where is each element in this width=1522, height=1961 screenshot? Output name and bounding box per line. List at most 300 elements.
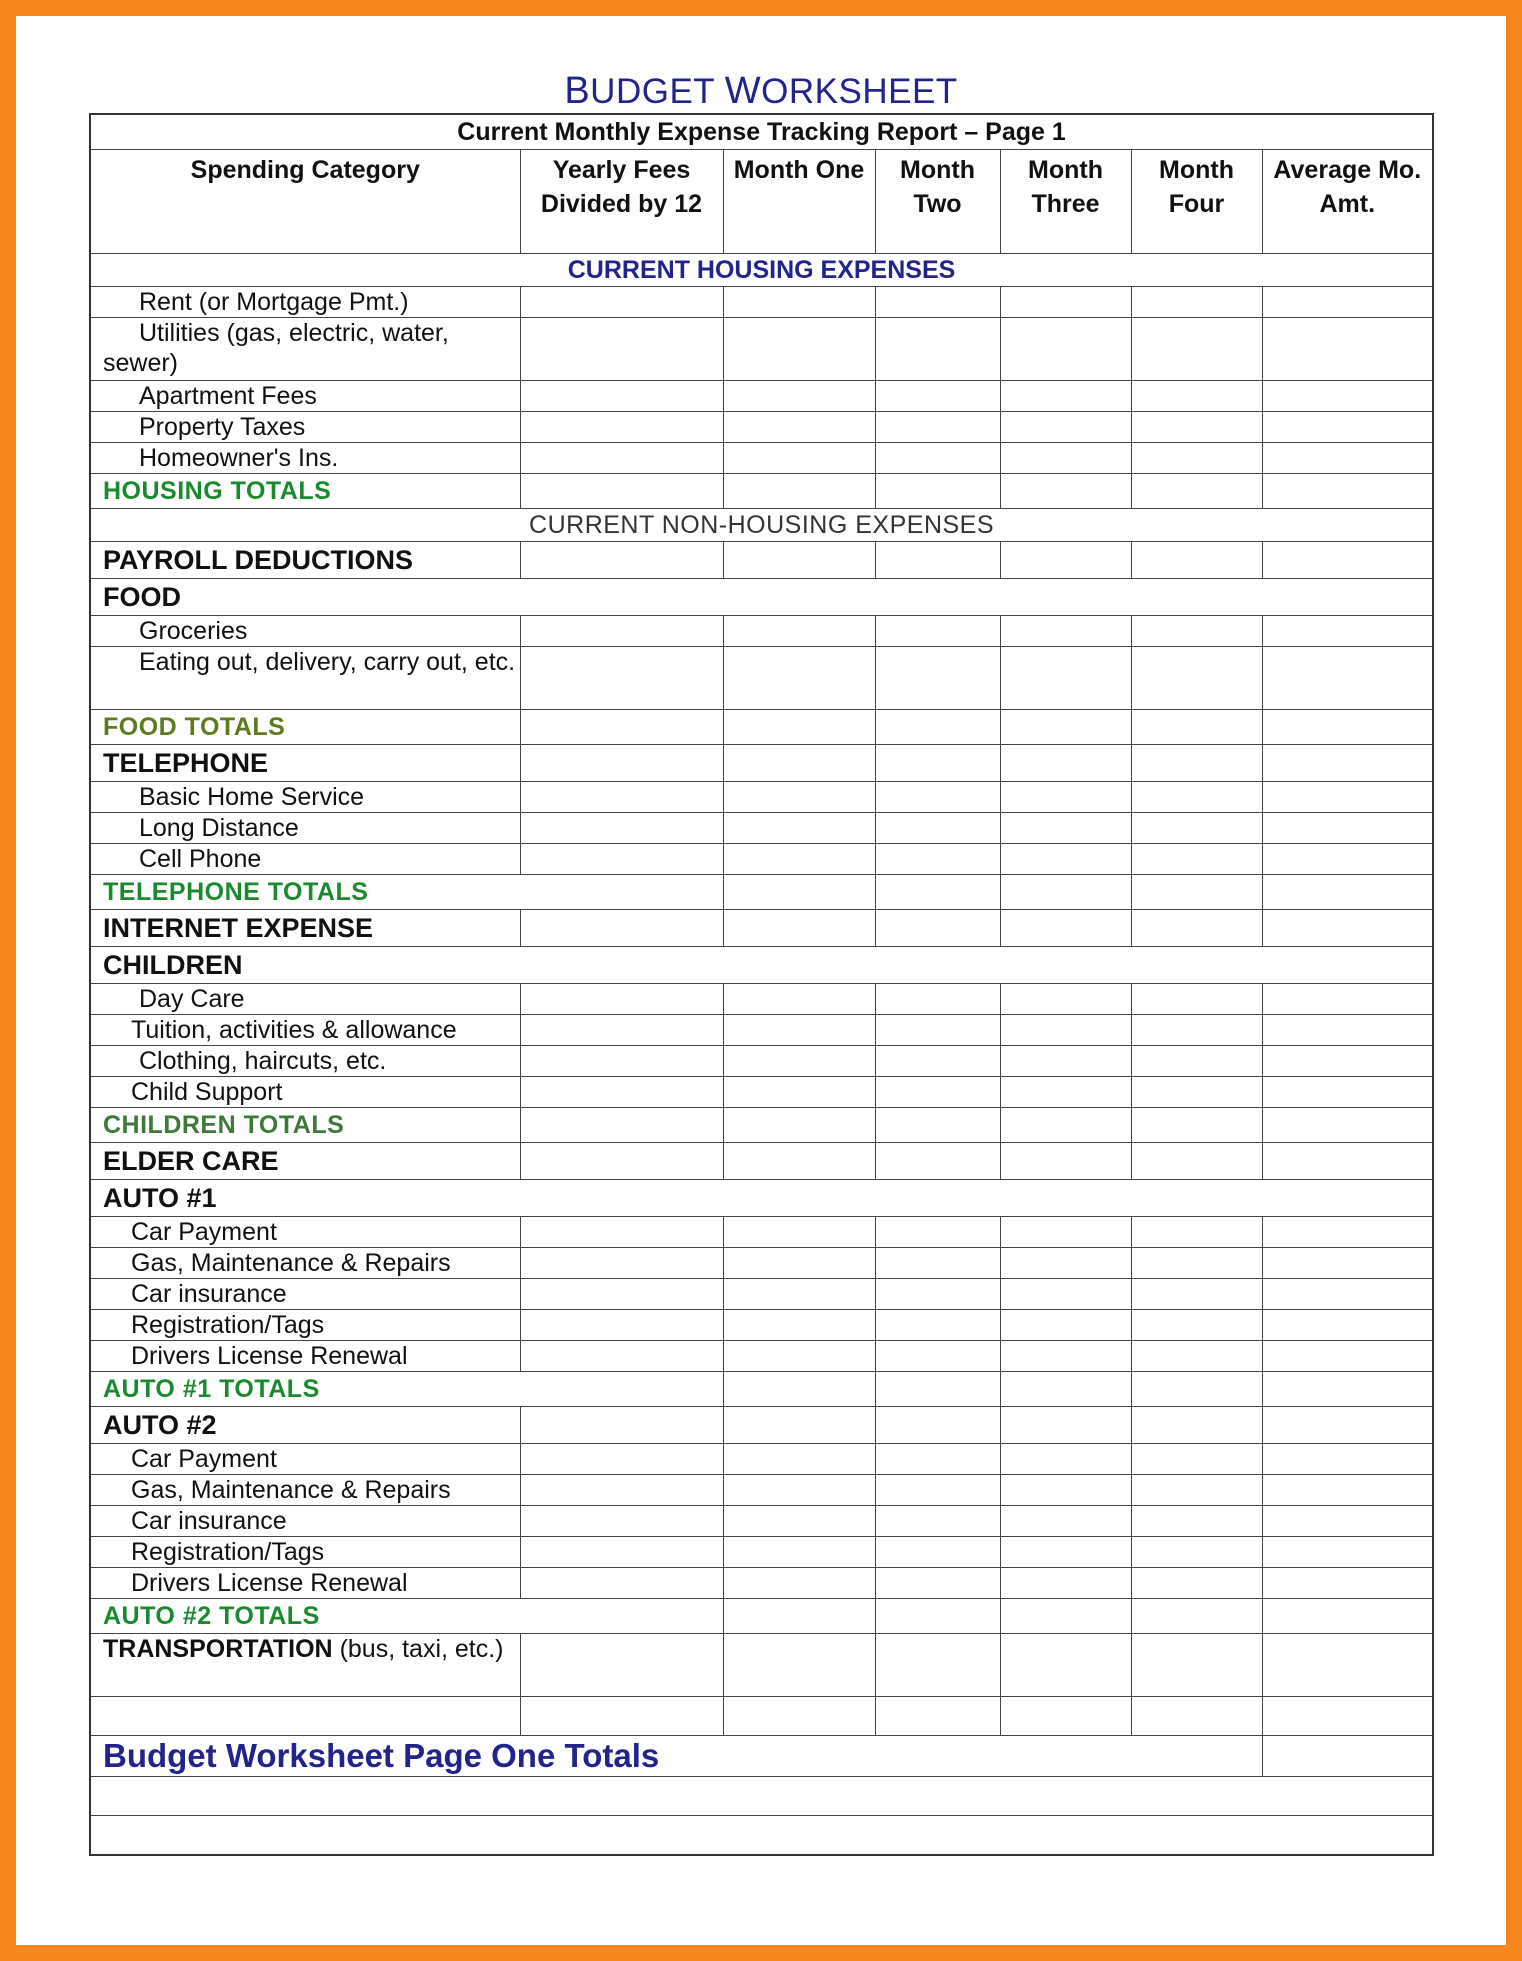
cell-m1[interactable] xyxy=(723,984,875,1015)
table-row xyxy=(90,1143,1433,1180)
cell-yearly[interactable] xyxy=(520,1444,723,1475)
category-label: ELDER CARE xyxy=(90,1143,520,1180)
cell-m4[interactable] xyxy=(1131,474,1262,509)
cell-m2[interactable] xyxy=(875,745,1000,782)
cell-m3[interactable] xyxy=(1000,1015,1131,1046)
section-housing: CURRENT HOUSING EXPENSES xyxy=(90,254,1433,287)
cell-m2[interactable] xyxy=(875,1372,1000,1407)
cell-m4[interactable] xyxy=(1131,616,1262,647)
category-label: FOOD xyxy=(90,579,1433,616)
cell-m2[interactable] xyxy=(875,1634,1000,1697)
cell-m4[interactable] xyxy=(1131,1143,1262,1180)
cell-yearly[interactable] xyxy=(520,910,723,947)
cell-m4[interactable] xyxy=(1131,1634,1262,1697)
cell-m4[interactable] xyxy=(1131,1310,1262,1341)
cell-m1[interactable] xyxy=(723,1372,875,1407)
cell-avg[interactable] xyxy=(1262,844,1433,875)
cell-avg[interactable] xyxy=(1262,1143,1433,1180)
table-row xyxy=(90,1077,1433,1108)
cell-yearly[interactable] xyxy=(520,984,723,1015)
cell-m2[interactable] xyxy=(875,1341,1000,1372)
row-label: Apartment Fees xyxy=(90,381,520,412)
table-row xyxy=(90,1407,1433,1444)
cell-m1[interactable] xyxy=(723,542,875,579)
cell-m4[interactable] xyxy=(1131,1248,1262,1279)
row-label: Eating out, delivery, carry out, etc. xyxy=(90,647,520,710)
cell-avg[interactable] xyxy=(1262,813,1433,844)
cell-m4[interactable] xyxy=(1131,412,1262,443)
cell-m2[interactable] xyxy=(875,984,1000,1015)
cell-avg[interactable] xyxy=(1262,616,1433,647)
cell-yearly[interactable] xyxy=(520,1279,723,1310)
cell-avg[interactable] xyxy=(1262,1599,1433,1634)
cell-m4[interactable] xyxy=(1131,1599,1262,1634)
cell-m3[interactable] xyxy=(1000,1444,1131,1475)
cell-m4[interactable] xyxy=(1131,1108,1262,1143)
cell-avg[interactable] xyxy=(1262,1407,1433,1444)
cell-m3[interactable] xyxy=(1000,1407,1131,1444)
cell-m4[interactable] xyxy=(1131,443,1262,474)
cell-m4[interactable] xyxy=(1131,542,1262,579)
title-initial: B xyxy=(564,70,591,112)
header-yearly: Yearly Fees Divided by 12 xyxy=(520,150,723,254)
transportation-note: (bus, taxi, etc.) xyxy=(332,1635,504,1663)
cell-m3[interactable] xyxy=(1000,1506,1131,1537)
cell-m2[interactable] xyxy=(875,1310,1000,1341)
table-row xyxy=(90,412,1433,443)
cell-m3[interactable] xyxy=(1000,875,1131,910)
cell-yearly[interactable] xyxy=(520,782,723,813)
cell-m2[interactable] xyxy=(875,1568,1000,1599)
cell-m1[interactable] xyxy=(723,287,875,318)
cell-avg[interactable] xyxy=(1262,1077,1433,1108)
row-label: Property Taxes xyxy=(90,412,520,443)
cell-m4[interactable] xyxy=(1131,1046,1262,1077)
cell-m1[interactable] xyxy=(723,1341,875,1372)
cell-m3[interactable] xyxy=(1000,1310,1131,1341)
cell-yearly[interactable] xyxy=(520,1475,723,1506)
cell-yearly[interactable] xyxy=(520,474,723,509)
cell-avg[interactable] xyxy=(1262,318,1433,381)
blank-cell[interactable] xyxy=(90,1816,1433,1856)
cell-m4[interactable] xyxy=(1131,1372,1262,1407)
table-row xyxy=(90,984,1433,1015)
cell-yearly[interactable] xyxy=(520,616,723,647)
table-row xyxy=(90,1475,1433,1506)
cell-m3[interactable] xyxy=(1000,381,1131,412)
cell-m4[interactable] xyxy=(1131,1077,1262,1108)
cell-avg[interactable] xyxy=(1262,1372,1433,1407)
cell-m4[interactable] xyxy=(1131,647,1262,710)
cell-m4[interactable] xyxy=(1131,287,1262,318)
grand-total-label: Budget Worksheet Page One Totals xyxy=(90,1736,1262,1777)
category-row xyxy=(90,947,1433,984)
cell-m2[interactable] xyxy=(875,474,1000,509)
cell-avg[interactable] xyxy=(1262,412,1433,443)
cell-m4[interactable] xyxy=(1131,1697,1262,1736)
cell-yearly[interactable] xyxy=(520,1077,723,1108)
row-label: Child Support xyxy=(90,1077,520,1108)
cell-yearly[interactable] xyxy=(520,318,723,381)
category-row xyxy=(90,579,1433,616)
cell-m2[interactable] xyxy=(875,1217,1000,1248)
cell-yearly[interactable] xyxy=(520,647,723,710)
cell-m2[interactable] xyxy=(875,1537,1000,1568)
totals-row xyxy=(90,1372,1433,1407)
cell-avg[interactable] xyxy=(1262,1444,1433,1475)
cell-avg[interactable] xyxy=(1262,542,1433,579)
cell-yearly[interactable] xyxy=(520,443,723,474)
cell-m2[interactable] xyxy=(875,381,1000,412)
cell-m1[interactable] xyxy=(723,782,875,813)
table-row xyxy=(90,287,1433,318)
cell-m3[interactable] xyxy=(1000,443,1131,474)
cell-avg[interactable] xyxy=(1262,984,1433,1015)
header-category: Spending Category xyxy=(90,150,520,254)
cell-m4[interactable] xyxy=(1131,1015,1262,1046)
totals-row xyxy=(90,1599,1433,1634)
table-row xyxy=(90,542,1433,579)
cell-m1[interactable] xyxy=(723,1310,875,1341)
table-row xyxy=(90,1537,1433,1568)
cell-m1[interactable] xyxy=(723,1407,875,1444)
cell-m3[interactable] xyxy=(1000,1475,1131,1506)
cell-yearly[interactable] xyxy=(520,1108,723,1143)
cell-m2[interactable] xyxy=(875,318,1000,381)
header-row xyxy=(90,150,1433,254)
cell-m2[interactable] xyxy=(875,443,1000,474)
cell-m1[interactable] xyxy=(723,1506,875,1537)
category-label: AUTO #1 xyxy=(90,1180,1433,1217)
table-row xyxy=(90,1046,1433,1077)
cell-avg[interactable] xyxy=(1262,474,1433,509)
cell-m1[interactable] xyxy=(723,745,875,782)
cell-m3[interactable] xyxy=(1000,1248,1131,1279)
cell-yearly[interactable] xyxy=(520,1143,723,1180)
cell-avg[interactable] xyxy=(1262,1108,1433,1143)
cell-m1[interactable] xyxy=(723,616,875,647)
row-label: Basic Home Service xyxy=(90,782,520,813)
cell-m1[interactable] xyxy=(723,381,875,412)
category-label: INTERNET EXPENSE xyxy=(90,910,520,947)
row-label: Registration/Tags xyxy=(90,1310,520,1341)
cell-m1[interactable] xyxy=(723,1077,875,1108)
cell-yearly[interactable] xyxy=(520,1310,723,1341)
cell-m1[interactable] xyxy=(723,1475,875,1506)
cell-m4[interactable] xyxy=(1131,782,1262,813)
cell-yearly[interactable] xyxy=(520,1537,723,1568)
cell-m2[interactable] xyxy=(875,412,1000,443)
cell-yearly[interactable] xyxy=(520,1568,723,1599)
row-label: Registration/Tags xyxy=(90,1537,520,1568)
cell-m3[interactable] xyxy=(1000,984,1131,1015)
cell-m2[interactable] xyxy=(875,616,1000,647)
cell-m1[interactable] xyxy=(723,1015,875,1046)
grand-total-row xyxy=(90,1736,1433,1777)
cell-m1[interactable] xyxy=(723,1108,875,1143)
blank-label xyxy=(90,1697,520,1736)
cell-m2[interactable] xyxy=(875,782,1000,813)
cell-m3[interactable] xyxy=(1000,1537,1131,1568)
cell-m3[interactable] xyxy=(1000,412,1131,443)
table-row xyxy=(90,1568,1433,1599)
cell-yearly[interactable] xyxy=(520,1046,723,1077)
cell-m4[interactable] xyxy=(1131,381,1262,412)
cell-m1[interactable] xyxy=(723,710,875,745)
cell-m4[interactable] xyxy=(1131,1475,1262,1506)
cell-m1[interactable] xyxy=(723,1279,875,1310)
row-label: Day Care xyxy=(90,984,520,1015)
cell-m1[interactable] xyxy=(723,910,875,947)
cell-avg[interactable] xyxy=(1262,710,1433,745)
cell-m1[interactable] xyxy=(723,1143,875,1180)
cell-m1[interactable] xyxy=(723,1568,875,1599)
cell-avg[interactable] xyxy=(1262,1537,1433,1568)
cell-yearly[interactable] xyxy=(520,1506,723,1537)
table-row xyxy=(90,910,1433,947)
cell-m1[interactable] xyxy=(723,443,875,474)
cell-m3[interactable] xyxy=(1000,1143,1131,1180)
cell-avg[interactable] xyxy=(1262,443,1433,474)
cell-m2[interactable] xyxy=(875,287,1000,318)
auto2-totals-label: AUTO #2 TOTALS xyxy=(90,1599,723,1634)
cell-m3[interactable] xyxy=(1000,1341,1131,1372)
cell-m3[interactable] xyxy=(1000,1046,1131,1077)
cell-yearly[interactable] xyxy=(520,542,723,579)
title-initial-2: W xyxy=(724,70,762,112)
cell-m3[interactable] xyxy=(1000,287,1131,318)
row-label: Cell Phone xyxy=(90,844,520,875)
cell-m1[interactable] xyxy=(723,474,875,509)
table-row xyxy=(90,616,1433,647)
cell-yearly[interactable] xyxy=(520,745,723,782)
cell-yearly[interactable] xyxy=(520,287,723,318)
cell-yearly[interactable] xyxy=(520,710,723,745)
cell-m4[interactable] xyxy=(1131,1217,1262,1248)
cell-m1[interactable] xyxy=(723,1248,875,1279)
category-label: CHILDREN xyxy=(90,947,1433,984)
cell-m4[interactable] xyxy=(1131,1537,1262,1568)
row-label: Gas, Maintenance & Repairs xyxy=(90,1475,520,1506)
cell-avg[interactable] xyxy=(1262,1310,1433,1341)
section-non-housing: CURRENT NON-HOUSING EXPENSES xyxy=(90,509,1433,542)
table-row xyxy=(90,813,1433,844)
cell-m2[interactable] xyxy=(875,875,1000,910)
row-label: Clothing, haircuts, etc. xyxy=(90,1046,520,1077)
cell-m2[interactable] xyxy=(875,1475,1000,1506)
cell-m3[interactable] xyxy=(1000,1599,1131,1634)
totals-row xyxy=(90,875,1433,910)
cell-avg[interactable] xyxy=(1262,875,1433,910)
budget-table xyxy=(89,113,1434,1856)
cell-m4[interactable] xyxy=(1131,1506,1262,1537)
table-row xyxy=(90,318,1433,381)
cell-yearly[interactable] xyxy=(520,1697,723,1736)
cell-m4[interactable] xyxy=(1131,844,1262,875)
header-month-four: Month Four xyxy=(1131,150,1262,254)
row-label: Long Distance xyxy=(90,813,520,844)
cell-m3[interactable] xyxy=(1000,647,1131,710)
cell-m2[interactable] xyxy=(875,710,1000,745)
cell-m3[interactable] xyxy=(1000,745,1131,782)
page-title xyxy=(0,70,1522,113)
cell-m2[interactable] xyxy=(875,1444,1000,1475)
cell-m3[interactable] xyxy=(1000,1372,1131,1407)
cell-m1[interactable] xyxy=(723,875,875,910)
cell-m4[interactable] xyxy=(1131,318,1262,381)
cell-avg[interactable] xyxy=(1262,1697,1433,1736)
cell-m1[interactable] xyxy=(723,1444,875,1475)
cell-m2[interactable] xyxy=(875,1506,1000,1537)
cell-avg[interactable] xyxy=(1262,1217,1433,1248)
cell-yearly[interactable] xyxy=(520,1248,723,1279)
row-label: Car Payment xyxy=(90,1444,520,1475)
cell-yearly[interactable] xyxy=(520,1634,723,1697)
row-label: Utilities (gas, electric, water, sewer) xyxy=(90,318,520,381)
table-row xyxy=(90,381,1433,412)
cell-m2[interactable] xyxy=(875,1143,1000,1180)
table-row xyxy=(90,745,1433,782)
table-row xyxy=(90,1015,1433,1046)
cell-m4[interactable] xyxy=(1131,1444,1262,1475)
cell-avg[interactable] xyxy=(1262,782,1433,813)
cell-m4[interactable] xyxy=(1131,875,1262,910)
cell-yearly[interactable] xyxy=(520,1015,723,1046)
cell-m3[interactable] xyxy=(1000,782,1131,813)
cell-m3[interactable] xyxy=(1000,1077,1131,1108)
cell-m4[interactable] xyxy=(1131,1279,1262,1310)
cell-m2[interactable] xyxy=(875,1108,1000,1143)
cell-m3[interactable] xyxy=(1000,318,1131,381)
cell-m1[interactable] xyxy=(723,412,875,443)
cell-m2[interactable] xyxy=(875,844,1000,875)
cell-yearly[interactable] xyxy=(520,1407,723,1444)
cell-avg[interactable] xyxy=(1262,1634,1433,1697)
cell-m3[interactable] xyxy=(1000,616,1131,647)
cell-avg[interactable] xyxy=(1262,745,1433,782)
cell-m2[interactable] xyxy=(875,1599,1000,1634)
row-label: Gas, Maintenance & Repairs xyxy=(90,1248,520,1279)
cell-m3[interactable] xyxy=(1000,1217,1131,1248)
cell-avg[interactable] xyxy=(1262,1015,1433,1046)
cell-m1[interactable] xyxy=(723,1217,875,1248)
cell-m2[interactable] xyxy=(875,1015,1000,1046)
cell-m3[interactable] xyxy=(1000,910,1131,947)
cell-m1[interactable] xyxy=(723,1634,875,1697)
cell-m2[interactable] xyxy=(875,647,1000,710)
cell-m4[interactable] xyxy=(1131,1568,1262,1599)
cell-m1[interactable] xyxy=(723,1537,875,1568)
cell-m2[interactable] xyxy=(875,542,1000,579)
cell-avg[interactable] xyxy=(1262,1341,1433,1372)
cell-m3[interactable] xyxy=(1000,1108,1131,1143)
cell-avg[interactable] xyxy=(1262,1248,1433,1279)
cell-m4[interactable] xyxy=(1131,1407,1262,1444)
category-label: TELEPHONE xyxy=(90,745,520,782)
cell-yearly[interactable] xyxy=(520,844,723,875)
cell-m2[interactable] xyxy=(875,1077,1000,1108)
row-label: Drivers License Renewal xyxy=(90,1568,520,1599)
cell-yearly[interactable] xyxy=(520,1341,723,1372)
table-row xyxy=(90,1248,1433,1279)
table-row xyxy=(90,782,1433,813)
cell-m4[interactable] xyxy=(1131,984,1262,1015)
report-title: Current Monthly Expense Tracking Report – Page 1 xyxy=(90,114,1433,150)
cell-yearly[interactable] xyxy=(520,813,723,844)
cell-m1[interactable] xyxy=(723,813,875,844)
blank-cell[interactable] xyxy=(90,1777,1433,1816)
cell-m1[interactable] xyxy=(723,1046,875,1077)
food-totals-label: FOOD TOTALS xyxy=(90,710,520,745)
totals-row xyxy=(90,710,1433,745)
cell-m2[interactable] xyxy=(875,1407,1000,1444)
cell-m3[interactable] xyxy=(1000,1697,1131,1736)
cell-avg[interactable] xyxy=(1262,381,1433,412)
telephone-totals-label: TELEPHONE TOTALS xyxy=(90,875,723,910)
row-label: Tuition, activities & allowance xyxy=(90,1015,520,1046)
cell-grand-total[interactable] xyxy=(1262,1736,1433,1777)
cell-m3[interactable] xyxy=(1000,710,1131,745)
cell-yearly[interactable] xyxy=(520,1217,723,1248)
cell-m2[interactable] xyxy=(875,1279,1000,1310)
cell-m2[interactable] xyxy=(875,1046,1000,1077)
cell-avg[interactable] xyxy=(1262,1475,1433,1506)
cell-m3[interactable] xyxy=(1000,1634,1131,1697)
category-label: PAYROLL DEDUCTIONS xyxy=(90,542,520,579)
cell-yearly[interactable] xyxy=(520,381,723,412)
cell-avg[interactable] xyxy=(1262,1568,1433,1599)
cell-m2[interactable] xyxy=(875,1697,1000,1736)
cell-m3[interactable] xyxy=(1000,844,1131,875)
table-row xyxy=(90,1341,1433,1372)
title-word-2: ORKSHEET xyxy=(761,72,958,111)
cell-m4[interactable] xyxy=(1131,813,1262,844)
cell-avg[interactable] xyxy=(1262,287,1433,318)
cell-avg[interactable] xyxy=(1262,647,1433,710)
cell-m4[interactable] xyxy=(1131,745,1262,782)
header-month-three: Month Three xyxy=(1000,150,1131,254)
cell-m3[interactable] xyxy=(1000,474,1131,509)
cell-m3[interactable] xyxy=(1000,813,1131,844)
cell-m1[interactable] xyxy=(723,1697,875,1736)
cell-avg[interactable] xyxy=(1262,1046,1433,1077)
cell-m1[interactable] xyxy=(723,647,875,710)
table-row xyxy=(90,443,1433,474)
cell-avg[interactable] xyxy=(1262,910,1433,947)
cell-avg[interactable] xyxy=(1262,1279,1433,1310)
cell-m2[interactable] xyxy=(875,813,1000,844)
cell-m2[interactable] xyxy=(875,1248,1000,1279)
cell-m1[interactable] xyxy=(723,318,875,381)
title-word-1: UDGET xyxy=(590,72,725,111)
cell-m3[interactable] xyxy=(1000,1568,1131,1599)
row-label: Car insurance xyxy=(90,1506,520,1537)
cell-m3[interactable] xyxy=(1000,1279,1131,1310)
category-label: AUTO #2 xyxy=(90,1407,520,1444)
category-row xyxy=(90,1180,1433,1217)
cell-m2[interactable] xyxy=(875,910,1000,947)
cell-m1[interactable] xyxy=(723,844,875,875)
cell-m3[interactable] xyxy=(1000,542,1131,579)
cell-m1[interactable] xyxy=(723,1599,875,1634)
cell-m4[interactable] xyxy=(1131,910,1262,947)
cell-m4[interactable] xyxy=(1131,1341,1262,1372)
totals-row xyxy=(90,1108,1433,1143)
cell-avg[interactable] xyxy=(1262,1506,1433,1537)
cell-yearly[interactable] xyxy=(520,412,723,443)
cell-m4[interactable] xyxy=(1131,710,1262,745)
table-row xyxy=(90,1217,1433,1248)
